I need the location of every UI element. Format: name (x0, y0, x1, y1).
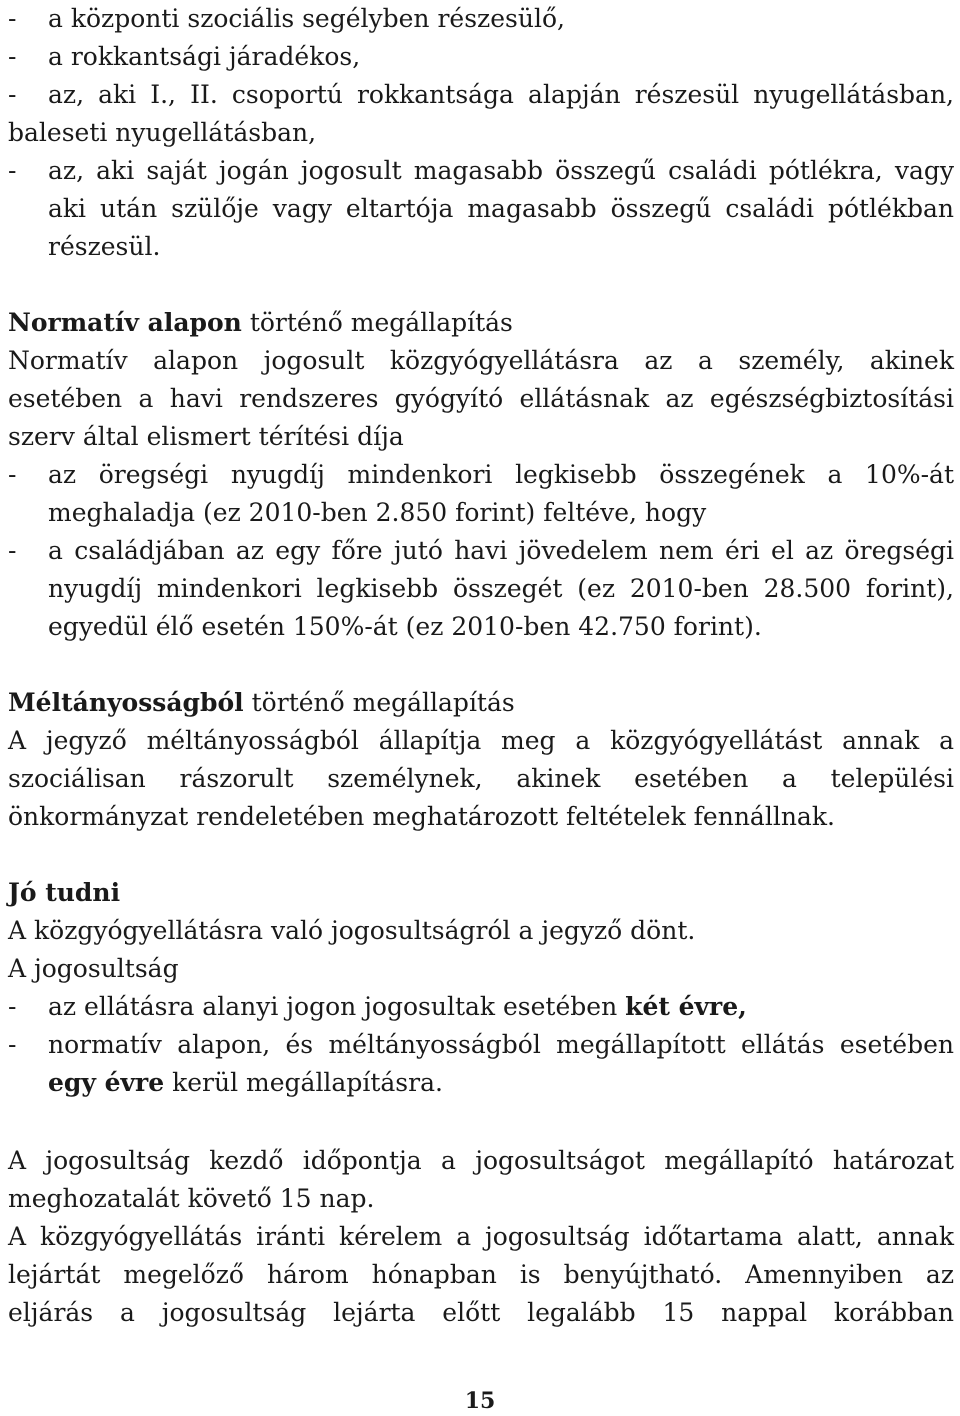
section-heading-normativ (8, 304, 954, 342)
list-item (8, 532, 954, 570)
list-item-text: a rokkantsági járadékos, (48, 42, 361, 71)
heading-rest: történő megállapítás (249, 308, 513, 337)
list-dash: - (8, 460, 17, 489)
list-item-text: az ellátásra alanyi jogon jogosultak esetében (48, 992, 618, 1021)
heading-bold: Méltányosságból (8, 688, 244, 717)
paragraph-line: A jogosultság kezdő időpontja a jogosultságot megállapító határozat (8, 1146, 954, 1175)
list-item (8, 76, 954, 114)
list-dash: - (8, 42, 17, 71)
paragraph-line: lejártát megelőző három hónapban is benyújtható. Amennyiben az (8, 1260, 954, 1289)
paragraph-line: esetében a havi rendszeres gyógyító ellátásnak az egészségbiztosítási (8, 384, 954, 413)
paragraph-line: A jegyző méltányosságból állapítja meg a közgyógyellátást annak a (8, 726, 954, 755)
section-heading-jo-tudni: Jó tudni (8, 878, 121, 907)
emphasis: egy évre (48, 1068, 165, 1097)
heading-rest: történő megállapítás (251, 688, 515, 717)
list-item-text: az, aki I., II. csoportú rokkantsága alapján részesül nyugellátásban, (48, 80, 954, 109)
paragraph-line: szociálisan rászorult személynek, akinek esetében a települési (8, 764, 954, 793)
list-item (8, 38, 954, 76)
list-item-continuation: aki után szülője vagy eltartója magasabb összegű családi pótlékban (48, 194, 954, 223)
list-item-text: az, aki saját jogán jogosult magasabb összegű családi pótlékra, vagy (48, 156, 954, 185)
paragraph-line: A közgyógyellátásra való jogosultságról a jegyző dönt. (8, 916, 696, 945)
list-dash: - (8, 1030, 17, 1059)
section-heading-meltanyossag (8, 684, 954, 722)
paragraph-line: A jogosultság (8, 954, 179, 983)
list-item (8, 988, 954, 1026)
emphasis: két évre, (625, 992, 747, 1021)
list-dash: - (8, 80, 17, 109)
paragraph-line: meghozatalát követő 15 nap. (8, 1184, 375, 1213)
paragraph-line: Normatív alapon jogosult közgyógyellátásra az a személy, akinek (8, 346, 954, 375)
list-item (8, 1026, 954, 1064)
list-item-continuation: részesül. (48, 232, 161, 261)
list-item-continuation: egyedül élő esetén 150%-át (ez 2010-ben 42.750 forint). (48, 612, 762, 641)
list-dash: - (8, 992, 17, 1021)
list-item-text: az öregségi nyugdíj mindenkori legkisebb összegének a 10%-át (48, 460, 954, 489)
paragraph-line: önkormányzat rendeletében meghatározott feltételek fennállnak. (8, 802, 835, 831)
list-item-continuation (48, 1064, 954, 1102)
list-dash: - (8, 536, 17, 565)
paragraph-line: eljárás a jogosultság lejárta előtt legalább 15 nappal korábban (8, 1298, 954, 1327)
list-item (8, 0, 954, 38)
list-item-text: a központi szociális segélyben részesülő, (48, 4, 565, 33)
list-item-text: normatív alapon, és méltányosságból megállapított ellátás esetében (48, 1030, 954, 1059)
list-item-continuation: baleseti nyugellátásban, (8, 118, 317, 147)
page-number: 15 (464, 1388, 496, 1414)
list-item-text: kerül megállapításra. (172, 1068, 443, 1097)
list-dash: - (8, 4, 17, 33)
paragraph-line: A közgyógyellátás iránti kérelem a jogosultság időtartama alatt, annak (8, 1222, 954, 1251)
list-item (8, 152, 954, 190)
list-item-continuation: meghaladja (ez 2010-ben 2.850 forint) feltéve, hogy (48, 498, 707, 527)
list-dash: - (8, 156, 17, 185)
list-item-continuation: nyugdíj mindenkori legkisebb összegét (ez 2010-ben 28.500 forint), (48, 574, 954, 603)
list-item (8, 456, 954, 494)
list-item-text: a családjában az egy főre jutó havi jövedelem nem éri el az öregségi (48, 536, 954, 565)
heading-bold: Normatív alapon (8, 308, 242, 337)
paragraph-line: szerv által elismert térítési díja (8, 422, 404, 451)
